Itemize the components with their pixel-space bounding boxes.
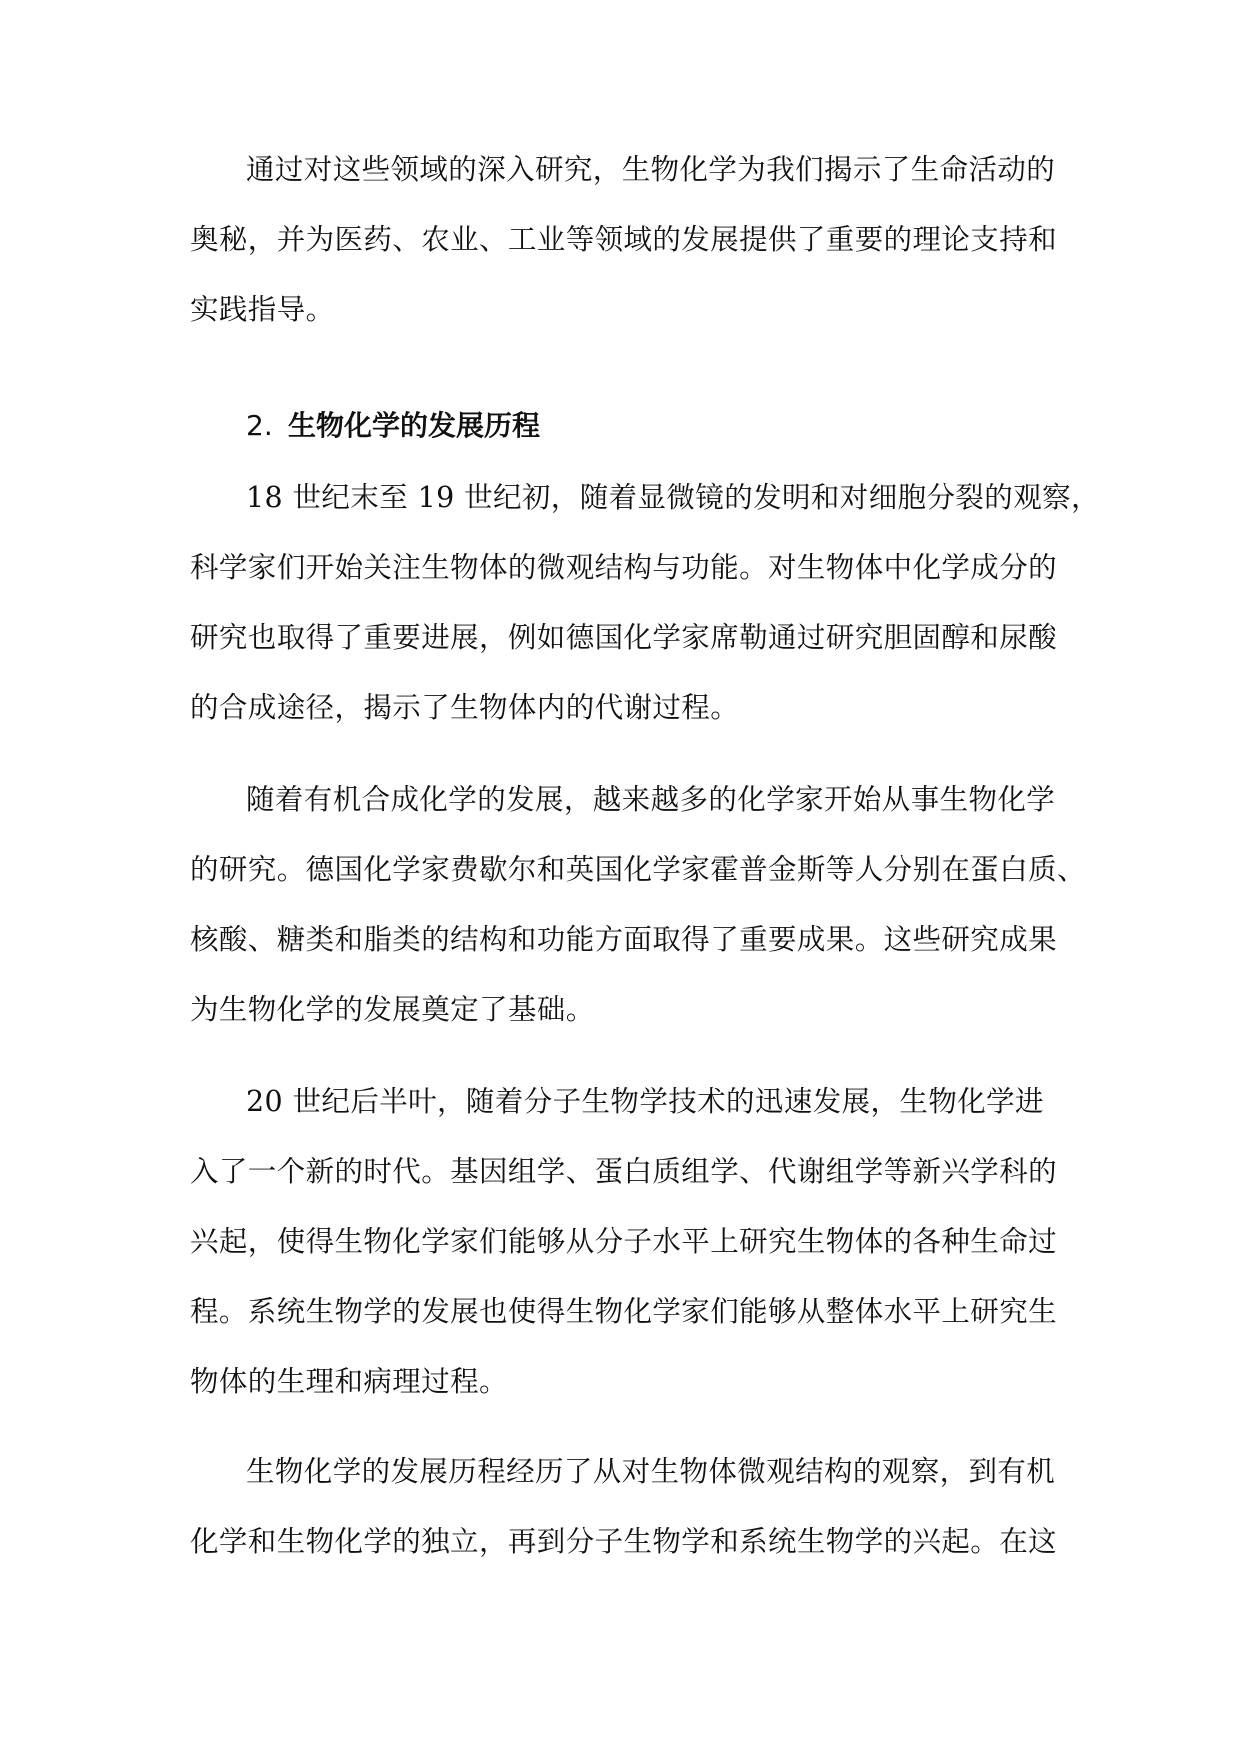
paragraph-1-line-2: 奥秘，并为医药、农业、工业等领域的发展提供了重要的理论支持和 xyxy=(190,223,1058,256)
paragraph-3-line-1: 随着有机合成化学的发展，越来越多的化学家开始从事生物化学 xyxy=(246,783,1056,816)
paragraph-4-line-3: 兴起，使得生物化学家们能够从分子水平上研究生物体的各种生命过 xyxy=(190,1225,1058,1258)
paragraph-4-line-4: 程。系统生物学的发展也使得生物化学家们能够从整体水平上研究生 xyxy=(190,1295,1058,1328)
paragraph-4-line-5: 物体的生理和病理过程。 xyxy=(190,1365,508,1398)
paragraph-2-line-1: 18 世纪末至 19 世纪初，随着显微镜的发明和对细胞分裂的观察， xyxy=(246,481,1100,514)
paragraph-2-line-3: 研究也取得了重要进展，例如德国化学家席勒通过研究胆固醇和尿酸 xyxy=(190,621,1058,654)
paragraph-3-line-2: 的研究。德国化学家费歇尔和英国化学家霍普金斯等人分别在蛋白质、 xyxy=(190,853,1086,886)
paragraph-2-line-4: 的合成途径，揭示了生物体内的代谢过程。 xyxy=(190,691,740,724)
section-heading xyxy=(246,406,540,446)
paragraph-4-line-2: 入了一个新的时代。基因组学、蛋白质组学、代谢组学等新兴学科的 xyxy=(190,1155,1058,1188)
section-number: 2. xyxy=(246,409,273,442)
paragraph-5-line-1: 生物化学的发展历程经历了从对生物体微观结构的观察，到有机 xyxy=(246,1455,1056,1488)
paragraph-4-line-1: 20 世纪后半叶，随着分子生物学技术的迅速发展，生物化学进 xyxy=(246,1085,1044,1118)
section-title: 生物化学的发展历程 xyxy=(288,409,541,442)
paragraph-1-line-3: 实践指导。 xyxy=(190,293,335,326)
paragraph-2-line-2: 科学家们开始关注生物体的微观结构与功能。对生物体中化学成分的 xyxy=(190,551,1058,584)
paragraph-3-line-4: 为生物化学的发展奠定了基础。 xyxy=(190,993,595,1026)
paragraph-5-line-2: 化学和生物化学的独立，再到分子生物学和系统生物学的兴起。在这 xyxy=(190,1525,1058,1558)
paragraph-3-line-3: 核酸、糖类和脂类的结构和功能方面取得了重要成果。这些研究成果 xyxy=(190,923,1058,956)
paragraph-1-line-1: 通过对这些领域的深入研究，生物化学为我们揭示了生命活动的 xyxy=(246,153,1056,186)
